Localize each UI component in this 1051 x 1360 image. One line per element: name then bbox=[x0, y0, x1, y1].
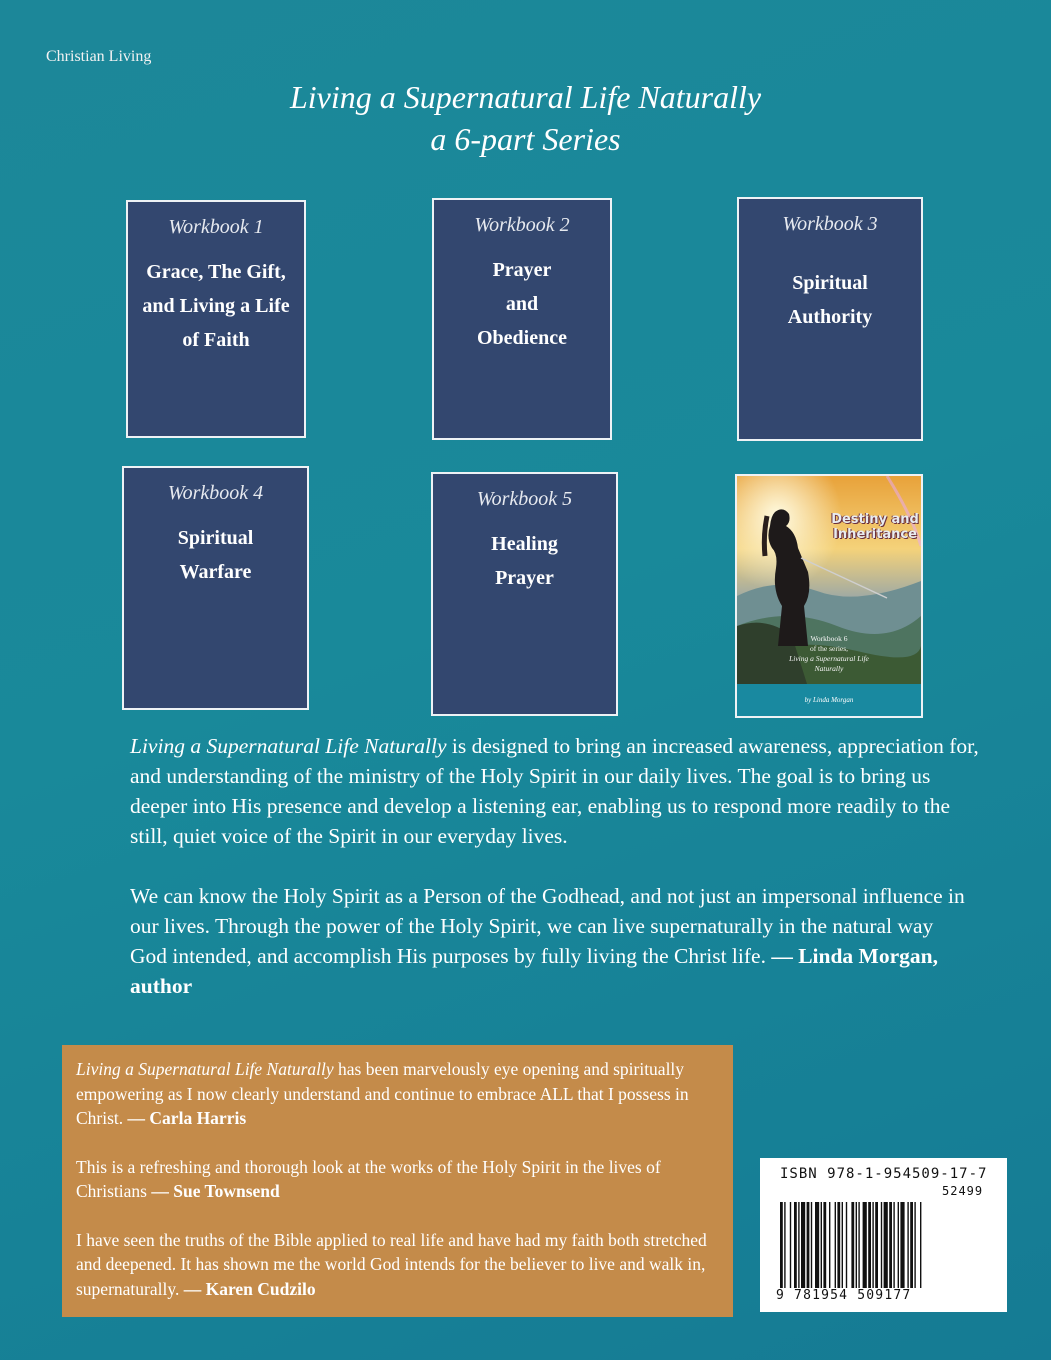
reviews-box bbox=[62, 1045, 733, 1317]
workbook-3-title bbox=[749, 266, 911, 334]
workbook-2-title-line: Obedience bbox=[477, 327, 567, 349]
barcode-stripe bbox=[801, 1202, 805, 1288]
description-paragraph-2 bbox=[130, 881, 975, 1001]
barcode-stripe bbox=[823, 1202, 826, 1288]
workbook-4-card bbox=[122, 466, 309, 710]
review-1 bbox=[76, 1057, 717, 1131]
barcode-stripe bbox=[907, 1202, 908, 1288]
workbook-1-card bbox=[126, 200, 306, 438]
barcode-stripe bbox=[780, 1202, 783, 1288]
series-title bbox=[0, 76, 1051, 160]
review-author: — Karen Cudzilo bbox=[183, 1278, 316, 1299]
description-text: is designed to bring an increased awareness, appreciation for, and understanding of the ministry of the Holy Spirit in our daily lives. The goal is to bring us deeper into His presence and develop a listening ear, enabling us to respond more readily to the still, quiet voice of the Spirit in our everyday lives. bbox=[130, 734, 979, 848]
workbook-2-card bbox=[432, 198, 612, 440]
workbook-6-cover-author: by Linda Morgan bbox=[804, 696, 854, 704]
barcode-stripe bbox=[811, 1202, 812, 1288]
review-text: This is a refreshing and thorough look at the works of the Holy Spirit in the lives of Christians bbox=[76, 1156, 661, 1201]
barcode-stripe bbox=[790, 1202, 791, 1288]
barcode-stripe bbox=[898, 1202, 899, 1288]
barcode-digits: 9 781954 509177 bbox=[776, 1288, 912, 1303]
barcode-stripe bbox=[798, 1202, 799, 1288]
barcode-stripe bbox=[900, 1202, 904, 1288]
barcode-stripe bbox=[920, 1202, 921, 1288]
barcode-stripe bbox=[881, 1202, 882, 1288]
workbook-2-label: Workbook 2 bbox=[474, 214, 570, 236]
barcode-stripe bbox=[837, 1202, 840, 1288]
workbook-2-title-line: Prayer bbox=[492, 259, 552, 281]
workbook-5-label: Workbook 5 bbox=[476, 488, 573, 510]
author-signature: — Linda Morgan, author bbox=[130, 944, 938, 998]
barcode-stripe bbox=[893, 1202, 894, 1288]
barcode-stripe bbox=[872, 1202, 873, 1288]
barcode-stripe bbox=[829, 1202, 830, 1288]
description-paragraph-1 bbox=[130, 731, 980, 851]
price-code: 52499 bbox=[942, 1184, 984, 1198]
isbn-barcode bbox=[760, 1158, 1007, 1312]
barcode-stripe bbox=[846, 1202, 847, 1288]
cover-title-line: Inheritance bbox=[833, 527, 917, 542]
workbook-2-title bbox=[444, 253, 600, 355]
workbook-1-title bbox=[138, 255, 294, 357]
review-lead-italic: Living a Supernatural Life Naturally bbox=[76, 1059, 334, 1079]
workbook-5-card bbox=[431, 472, 618, 716]
review-text: has been marvelously eye opening and spiritually empowering as I now clearly understand and continue to embrace ALL that I possess in Christ. bbox=[76, 1059, 689, 1128]
barcode-bars bbox=[776, 1182, 992, 1290]
review-2 bbox=[76, 1155, 717, 1204]
barcode-stripe bbox=[815, 1202, 819, 1288]
workbook-6-cover-title bbox=[825, 512, 923, 542]
workbook-4-title-line: Spiritual bbox=[177, 527, 254, 549]
review-author: — Sue Townsend bbox=[151, 1181, 280, 1201]
description-text: We can know the Holy Spirit as a Person of the Godhead, and not just an impersonal influence in our lives. Through the power of the Holy Spirit, we can live supernaturally in the natural way God intended, and accomplish His purposes by fully living the Christ life. bbox=[130, 884, 965, 968]
barcode-stripe bbox=[889, 1202, 892, 1288]
review-text: I have seen the truths of the Bible applied to real life and have had my faith both stretched and deepened. It has shown me the world God intends for the believer to live and walk in, supernaturally. bbox=[76, 1229, 707, 1299]
workbook-3-label: Workbook 3 bbox=[782, 213, 878, 235]
barcode-stripe bbox=[868, 1202, 871, 1288]
barcode-stripe bbox=[856, 1202, 857, 1288]
workbook-4-title-line: Warfare bbox=[179, 561, 252, 583]
barcode-stripe bbox=[851, 1202, 854, 1288]
isbn-text: ISBN 978-1-954509-17-7 bbox=[780, 1166, 988, 1182]
category-label: Christian Living bbox=[46, 48, 152, 65]
barcode-stripe bbox=[807, 1202, 810, 1288]
series-name-italic: Living a Supernatural Life Naturally bbox=[130, 734, 447, 758]
workbook-4-title bbox=[134, 521, 297, 589]
workbook-1-label: Workbook 1 bbox=[168, 216, 264, 238]
workbook-1-title-line: of Faith bbox=[182, 329, 250, 351]
barcode-stripe bbox=[835, 1202, 836, 1288]
barcode-stripe bbox=[821, 1202, 822, 1288]
workbook-4-label: Workbook 4 bbox=[167, 482, 264, 504]
workbook-5-title bbox=[443, 527, 606, 595]
barcode-stripe bbox=[858, 1202, 859, 1288]
cover-sub-line: Living a Supernatural Life bbox=[789, 654, 869, 663]
workbook-5-title-line: Prayer bbox=[495, 567, 554, 589]
barcode-stripe bbox=[884, 1202, 888, 1288]
barcode-stripe bbox=[794, 1202, 797, 1288]
cover-sub-line: Naturally bbox=[814, 664, 844, 673]
series-title-line1: Living a Supernatural Life Naturally bbox=[289, 79, 762, 115]
cover-sub-line: Workbook 6 bbox=[810, 634, 848, 643]
workbook-6-cover bbox=[735, 474, 923, 718]
barcode-stripe bbox=[842, 1202, 843, 1288]
barcode-stripe bbox=[863, 1202, 867, 1288]
workbook-6-cover-subtitle bbox=[737, 634, 921, 674]
review-author: — Carla Harris bbox=[127, 1108, 247, 1128]
barcode-stripe bbox=[875, 1202, 878, 1288]
barcode-stripe bbox=[784, 1202, 785, 1288]
barcode-stripe bbox=[910, 1202, 913, 1288]
review-3 bbox=[76, 1228, 717, 1302]
workbook-3-title-line: Spiritual bbox=[792, 272, 868, 294]
barcode-stripe bbox=[914, 1202, 915, 1288]
cover-title-line: Destiny and bbox=[831, 512, 919, 527]
workbook-1-title-line: Grace, The Gift, bbox=[146, 261, 286, 283]
workbook-3-card bbox=[737, 197, 923, 441]
workbook-1-title-line: and Living a Life bbox=[142, 295, 290, 317]
workbook-3-title-line: Authority bbox=[787, 306, 873, 328]
workbook-5-title-line: Healing bbox=[491, 533, 558, 555]
cover-sub-line: of the series, bbox=[809, 644, 849, 653]
workbook-2-title-line: and bbox=[505, 293, 539, 315]
series-title-line2: a 6-part Series bbox=[430, 121, 621, 157]
